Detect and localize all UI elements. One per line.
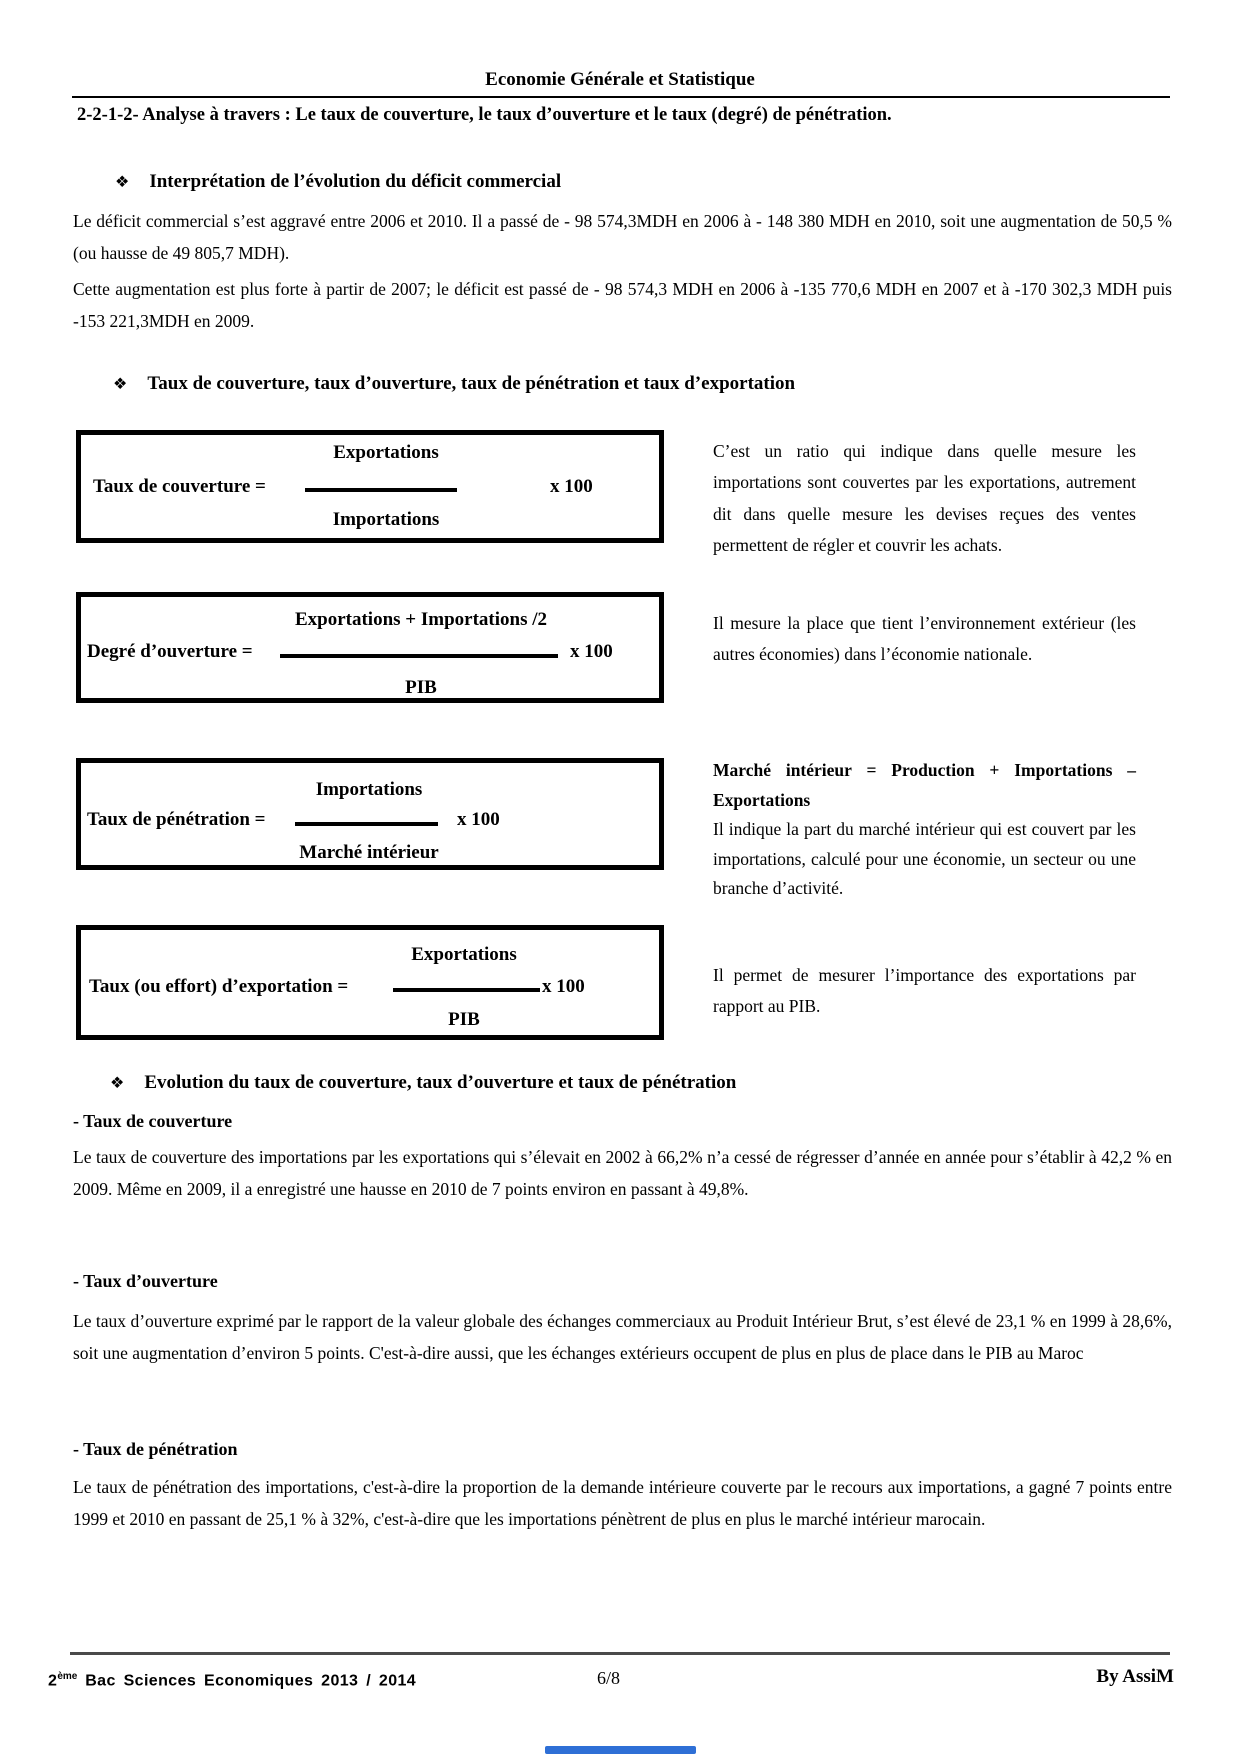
- heading-text: Evolution du taux de couverture, taux d’ouverture et taux de pénétration: [144, 1072, 737, 1093]
- footer-divider: [70, 1652, 1170, 1655]
- subheading-taux-de-couverture: - Taux de couverture: [73, 1111, 233, 1131]
- formula-label: Taux (ou effort) d’exportation =: [89, 976, 349, 997]
- heading-ratios: [113, 373, 795, 395]
- bottom-indicator-bar: [545, 1746, 696, 1754]
- formula-multiplier: x 100: [570, 641, 613, 662]
- formula-denominator: Importations: [332, 509, 440, 530]
- formula-multiplier: x 100: [457, 809, 500, 830]
- heading-evolution: [110, 1072, 736, 1094]
- formula-label: Taux de pénétration =: [87, 809, 266, 830]
- note-taux-de-penetration: [713, 756, 1136, 904]
- header-divider: [72, 96, 1170, 98]
- footer-course-sup: ème: [57, 1671, 78, 1682]
- page-number: 6/8: [597, 1668, 621, 1688]
- formula-box-degre-ouverture: [76, 592, 664, 703]
- heading-text: Interprétation de l’évolution du déficit commercial: [149, 171, 562, 192]
- paragraph-taux-de-penetration: Le taux de pénétration des importations, c'est-à-dire la proportion de la demande intérieure couverte par le recours aux importations, a gagné 7 points entre 1999 et 2010 en passant de 25,1 % à 32%, c'est-à-dire que les importations pénètrent de plus en plus le marché intérieur marocain.: [73, 1477, 1172, 1529]
- formula-label: Degré d’ouverture =: [87, 641, 253, 662]
- note-degre-ouverture: Il mesure la place que tient l’environnement extérieur (les autres économies) dans l’économie nationale.: [713, 613, 1136, 665]
- formula-label: Taux de couverture =: [93, 476, 266, 497]
- formula-box-taux-de-penetration: [76, 758, 664, 870]
- fraction-line: [280, 654, 558, 658]
- note-taux-de-couverture: C’est un ratio qui indique dans quelle mesure les importations sont couvertes par les exportations, autrement dit dans quelle mesure les devises reçues des ventes permettent de régler et couvrir les achats.: [713, 441, 1136, 556]
- formula-denominator: PIB: [448, 1009, 480, 1030]
- paragraph-deficit-1: Le déficit commercial s’est aggravé entre 2006 et 2010. Il a passé de - 98 574,3MDH en 2006 à - 148 380 MDH en 2010, soit une augmentation de 50,5 % (ou hausse de 49 805,7 MDH).: [73, 211, 1172, 263]
- formula-denominator: PIB: [405, 677, 437, 698]
- formula-box-taux-exportation: [76, 925, 664, 1040]
- formula-denominator: Marché intérieur: [299, 842, 439, 863]
- diamond-bullet-icon: ❖: [110, 1075, 125, 1092]
- formula-numerator: Exportations: [411, 944, 517, 965]
- footer-credit: By AssiM: [1096, 1666, 1174, 1687]
- subheading-taux-de-penetration: - Taux de pénétration: [73, 1439, 238, 1459]
- formula-numerator: Exportations: [333, 442, 439, 463]
- formula-box-taux-de-couverture: [76, 430, 664, 543]
- paragraph-deficit-2: Cette augmentation est plus forte à partir de 2007; le déficit est passé de - 98 574,3 MDH en 2006 à -135 770,6 MDH en 2007 et à -170 302,3 MDH puis -153 221,3MDH en 2009.: [73, 279, 1172, 331]
- footer-course-text: Bac Sciences Economiques 2013 / 2014: [85, 1672, 417, 1690]
- paragraph-taux-de-couverture: Le taux de couverture des importations par les exportations qui s’élevait en 2002 à 66,2% n’a cessé de régresser d’année en année pour s’établir à 42,2 % en 2009. Même en 2009, il a enregistré une hausse en 2010 de 7 points environ en passant à 49,8%.: [73, 1147, 1172, 1199]
- fraction-line: [393, 988, 540, 992]
- note-text: Il indique la part du marché intérieur qui est couvert par les importations, calculé pour une économie, un secteur ou une branche d’activité.: [713, 819, 1136, 898]
- footer-course-num: 2: [48, 1672, 58, 1690]
- page-title: Economie Générale et Statistique: [485, 69, 755, 90]
- formula-numerator: Exportations + Importations /2: [294, 609, 548, 630]
- formula-multiplier: x 100: [550, 476, 593, 497]
- marche-interieur-definition: Marché intérieur = Production + Importations – Exportations: [713, 760, 1136, 810]
- diamond-bullet-icon: ❖: [113, 376, 128, 393]
- formula-numerator: Importations: [315, 779, 423, 800]
- subheading-taux-ouverture: - Taux d’ouverture: [73, 1271, 218, 1291]
- note-taux-exportation: Il permet de mesurer l’importance des exportations par rapport au PIB.: [713, 965, 1136, 1017]
- heading-interpretation: [115, 171, 561, 193]
- footer-course-label: [48, 1671, 416, 1690]
- fraction-line: [305, 488, 457, 492]
- heading-text: Taux de couverture, taux d’ouverture, taux de pénétration et taux d’exportation: [147, 373, 796, 394]
- diamond-bullet-icon: ❖: [115, 174, 130, 191]
- paragraph-taux-ouverture: Le taux d’ouverture exprimé par le rapport de la valeur globale des échanges commerciaux au Produit Intérieur Brut, s’est élevé de 23,1 % en 1999 à 28,6%, soit une augmentation d’environ 5 points. C'est-à-dire aussi, que les échanges extérieurs occupent de plus en plus de place dans le PIB au Maroc: [73, 1311, 1172, 1363]
- formula-multiplier: x 100: [542, 976, 585, 997]
- fraction-line: [295, 822, 438, 826]
- section-title: 2-2-1-2- Analyse à travers : Le taux de couverture, le taux d’ouverture et le taux (degré) de pénétration.: [77, 105, 892, 125]
